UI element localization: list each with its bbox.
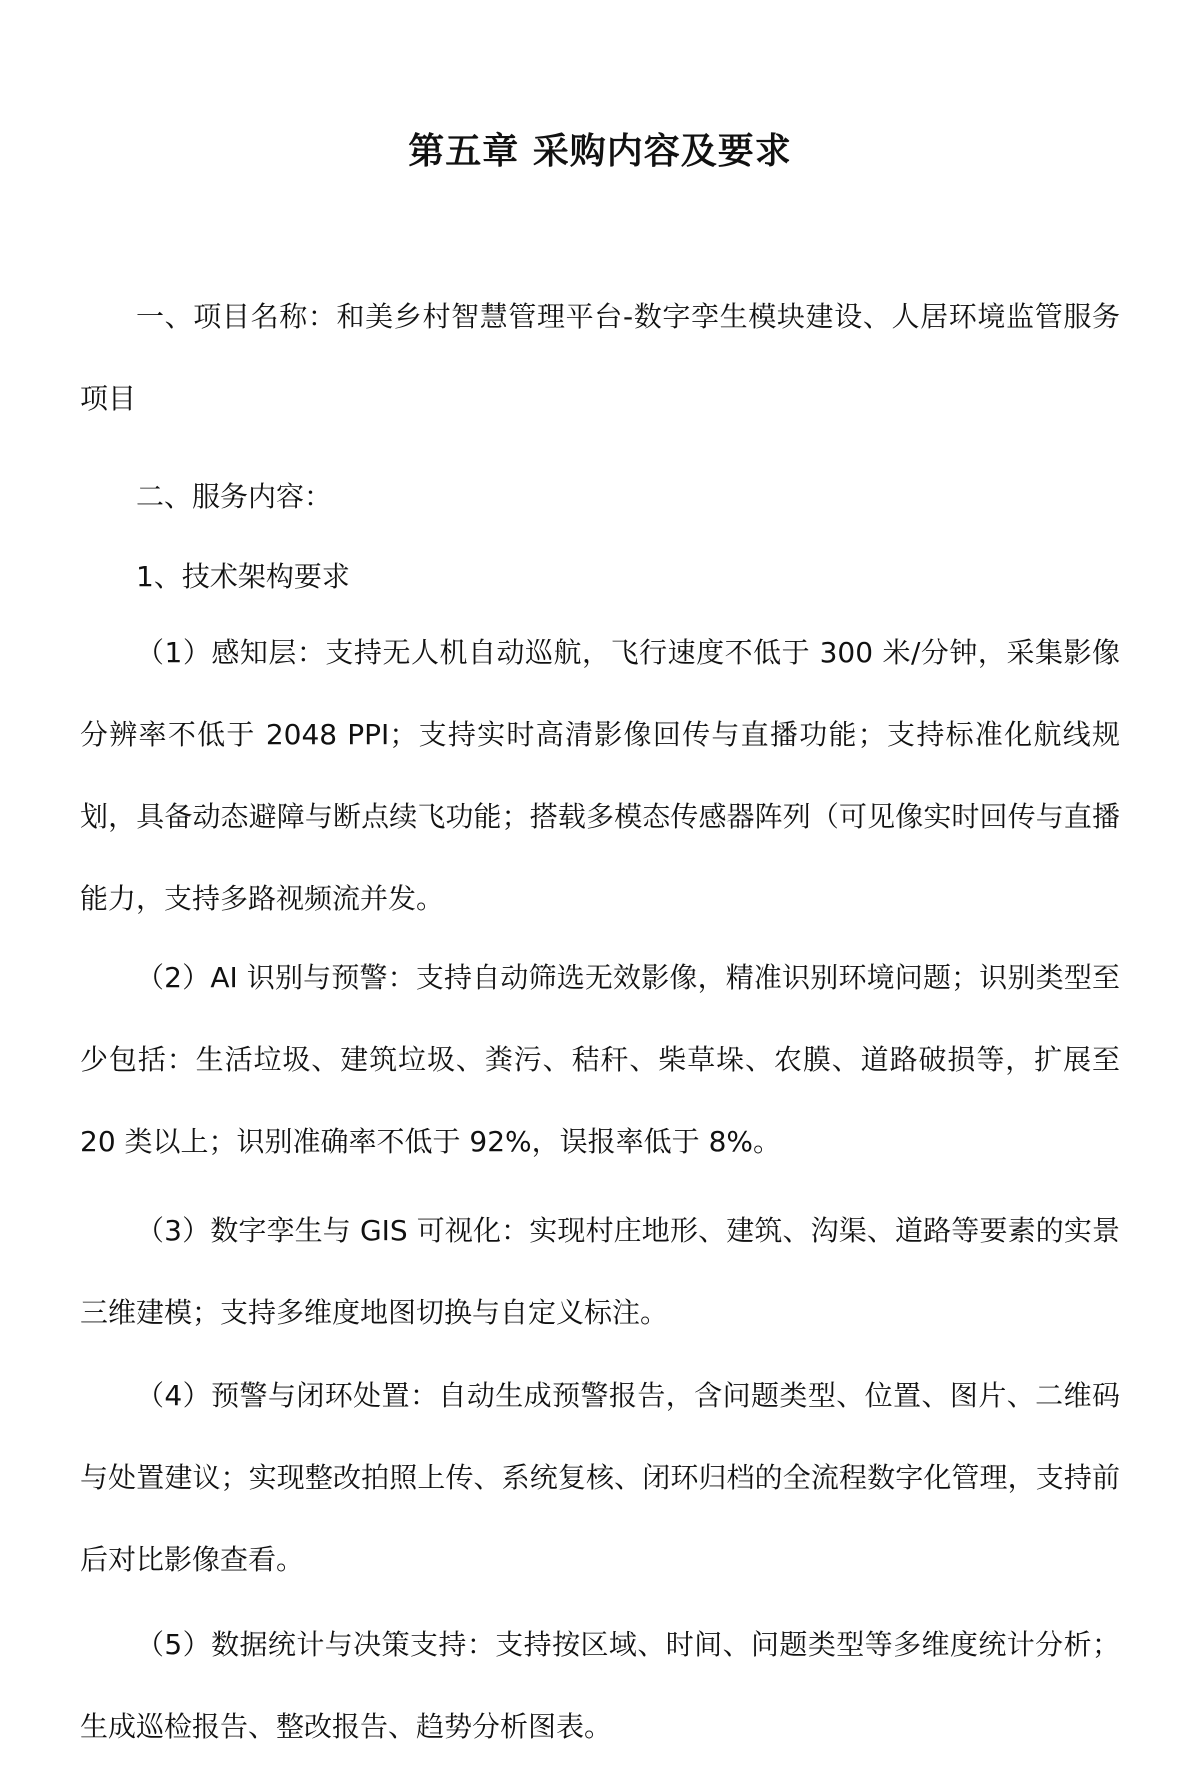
service-content-heading: 二、服务内容：: [136, 480, 333, 513]
perception-layer-paragraph: （1）感知层：支持无人机自动巡航，飞行速度不低于 300 米/分钟，采集影像分辨率不低于 2048 PPI；支持实时高清影像回传与直播功能；支持标准化航线规划，具备动态避障与断点续飞功能；搭载多模态传感器阵列（可见像实时回传与直播能力，支持多路视频流并发。: [80, 636, 1120, 915]
chapter-title: 第五章 采购内容及要求: [408, 130, 792, 172]
closed-loop-paragraph: （4）预警与闭环处置：自动生成预警报告，含问题类型、位置、图片、二维码与处置建议；实现整改拍照上传、系统复核、闭环归档的全流程数字化管理，支持前后对比影像查看。: [80, 1379, 1120, 1576]
tech-architecture-heading: 1、技术架构要求: [136, 560, 350, 593]
ai-recognition-paragraph: （2）AI 识别与预警：支持自动筛选无效影像，精准识别环境问题；识别类型至少包括：生活垃圾、建筑垃圾、粪污、秸秆、柴草垛、农膜、道路破损等，扩展至 20 类以上；识别准确率不低于 92%，误报率低于 8%。: [80, 961, 1120, 1158]
project-name-paragraph: 一、项目名称：和美乡村智慧管理平台-数字孪生模块建设、人居环境监管服务项目: [80, 300, 1120, 415]
statistics-decision-paragraph: （5）数据统计与决策支持：支持按区域、时间、问题类型等多维度统计分析；生成巡检报告、整改报告、趋势分析图表。: [80, 1628, 1120, 1743]
digital-twin-gis-paragraph: （3）数字孪生与 GIS 可视化：实现村庄地形、建筑、沟渠、道路等要素的实景三维建模；支持多维度地图切换与自定义标注。: [80, 1214, 1120, 1329]
